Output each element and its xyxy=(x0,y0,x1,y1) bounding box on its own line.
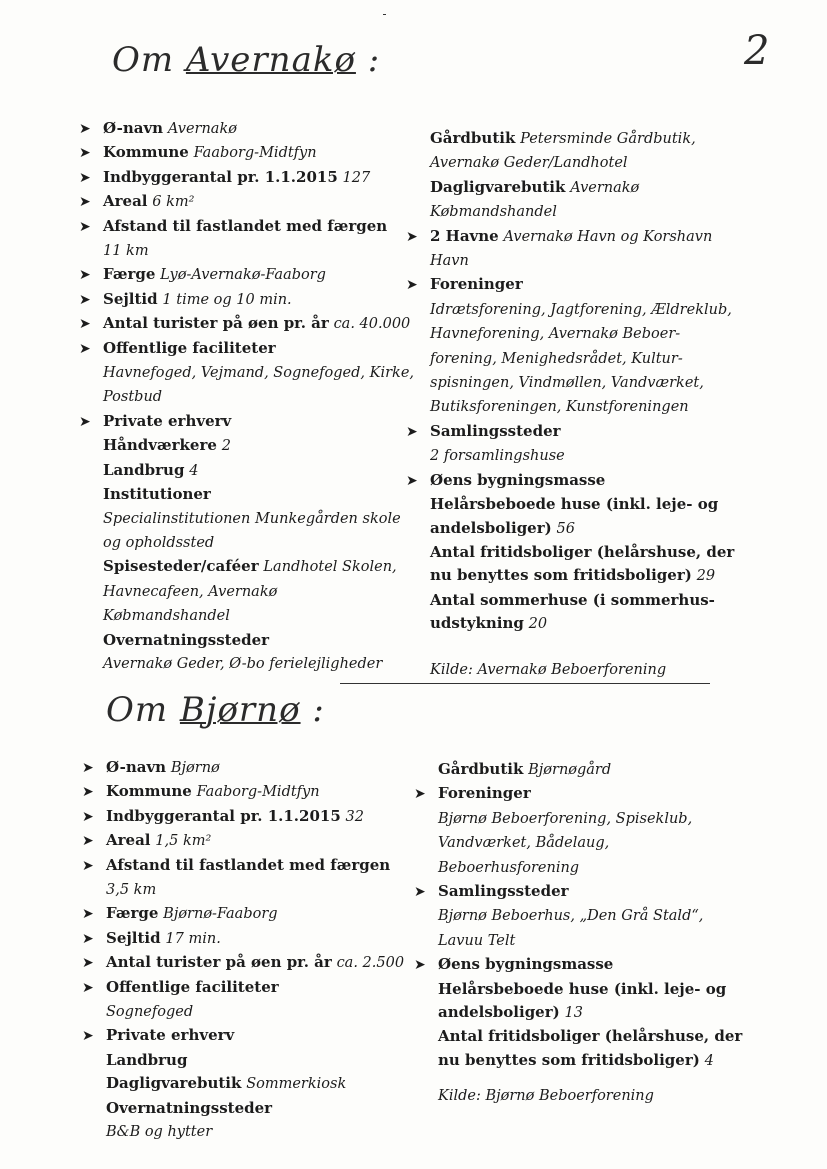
arrow-icon: ➤ xyxy=(82,760,94,776)
arrow-icon: ➤ xyxy=(82,930,94,947)
fact-row: ➤ Kommune Faaborg-Midtfyn xyxy=(106,780,404,804)
fact-value: B&B og hytter xyxy=(106,1124,213,1141)
fact-subrow: Håndværkere 2 xyxy=(103,436,231,455)
arrow-icon: ➤ xyxy=(82,1028,94,1045)
fact-row: ➤ 2 Havne Avernakø Havn og Korshavn xyxy=(430,225,734,249)
fact-value: Specialinstitutionen Munkegården skole xyxy=(103,510,401,527)
fact-row: ➤ Afstand til fastlandet med færgen xyxy=(106,854,404,878)
fact-subrow: Helårsbeboede huse (inkl. leje- og xyxy=(430,495,719,514)
arrow-icon: ➤ xyxy=(414,786,426,803)
fact-value: Butiksforeningen, Kunstforeningen xyxy=(430,399,689,416)
fact-subrow: andelsboliger) 13 xyxy=(438,1003,583,1022)
fact-value: Havnecafeen, Avernakø xyxy=(103,583,278,600)
fact-value: Havn xyxy=(430,253,469,270)
fact-value: Bjørnø Beboerhus, „Den Grå Stald“, xyxy=(438,908,704,925)
fact-value: Købmandshandel xyxy=(103,608,230,625)
fact-subrow: Antal sommerhuse (i sommerhus- xyxy=(430,590,715,609)
fact-row: ➤ Afstand til fastlandet med færgen xyxy=(103,215,414,239)
arrow-icon: ➤ xyxy=(82,857,94,874)
fact-row: ➤ Øens bygningsmasse xyxy=(438,953,742,977)
fact-subrow: udstykning 20 xyxy=(430,614,548,633)
arrow-icon: ➤ xyxy=(406,228,418,245)
arrow-icon: ➤ xyxy=(406,423,418,440)
fact-value: Postbud xyxy=(103,389,163,406)
page-number: 2 xyxy=(744,28,770,74)
fact-subrow: Overnatningssteder xyxy=(106,1098,273,1117)
arrow-icon: ➤ xyxy=(82,955,94,972)
fact-value: 3,5 km xyxy=(106,882,157,899)
fact-row: ➤ Antal turister på øen pr. år ca. 2.500 xyxy=(106,951,404,975)
fact-subrow: nu benyttes som fritidsboliger) 29 xyxy=(430,566,716,585)
section-divider xyxy=(340,683,710,684)
avernako-right-column xyxy=(406,127,735,682)
fact-subrow: nu benyttes som fritidsboliger) 4 xyxy=(438,1050,714,1069)
arrow-icon: ➤ xyxy=(79,340,91,357)
fact-subrow: Spisesteder/caféer Landhotel Skolen, xyxy=(103,557,397,576)
fact-row: ➤ Kommune Faaborg-Midtfyn xyxy=(103,141,414,165)
fact-subrow: Helårsbeboede huse (inkl. leje- og xyxy=(438,979,727,998)
fact-row: ➤ Færge Bjørnø-Faaborg xyxy=(106,902,404,926)
bjorno-left-column xyxy=(82,756,405,1145)
spacer xyxy=(438,1073,742,1085)
fact-row: ➤ Offentlige faciliteter xyxy=(106,976,404,1000)
fact-row: ➤ Areal 6 km² xyxy=(103,190,414,214)
fact-row: ➤ Foreninger xyxy=(438,782,742,806)
fact-value: Havnefoged, Vejmand, Sognefoged, Kirke, xyxy=(103,365,415,382)
fact-row: ➤ Areal 1,5 km² xyxy=(106,829,404,853)
arrow-icon: ➤ xyxy=(79,169,91,186)
fact-row: ➤ Indbyggerantal pr. 1.1.2015 127 xyxy=(103,166,414,190)
fact-row: ➤ Øens bygningsmasse xyxy=(430,469,734,493)
fact-value: spisningen, Vindmøllen, Vandværket, xyxy=(430,375,704,392)
arrow-icon: ➤ xyxy=(406,472,418,489)
fact-value: Havneforening, Avernakø Beboer- xyxy=(430,326,681,343)
arrow-icon: ➤ xyxy=(79,316,91,333)
fact-value: 2 forsamlingshuse xyxy=(430,448,565,465)
arrow-icon: ➤ xyxy=(79,145,91,162)
arrow-icon: ➤ xyxy=(79,413,91,430)
arrow-icon: ➤ xyxy=(414,957,426,974)
fact-value: forening, Menighedsrådet, Kultur- xyxy=(430,350,683,367)
fact-row: ➤ Antal turister på øen pr. år ca. 40.000 xyxy=(103,312,414,336)
fact-subrow: Landbrug xyxy=(106,1050,188,1069)
arrow-icon: ➤ xyxy=(414,884,426,901)
section-heading-avernako: Om Avernakø : xyxy=(112,40,381,80)
arrow-icon: ➤ xyxy=(79,194,91,211)
fact-value: Lavuu Telt xyxy=(438,932,516,949)
fact-subrow: Landbrug 4 xyxy=(103,460,199,479)
fact-row: ➤ Ø-navn Avernakø xyxy=(103,117,414,141)
fact-row: ➤ Ø-navn Bjørnø xyxy=(106,756,404,780)
fact-row: ➤ Offentlige faciliteter xyxy=(103,337,414,361)
fact-value: Købmandshandel xyxy=(430,204,557,221)
fact-value: 11 km xyxy=(103,243,149,260)
section-heading-bjorno: Om Bjørnø : xyxy=(106,690,325,730)
fact-value: Sognefoged xyxy=(106,1004,194,1021)
fact-row: ➤ Samlingssteder xyxy=(430,420,734,444)
arrow-icon: ➤ xyxy=(82,979,94,996)
bjorno-right-column xyxy=(414,758,743,1109)
arrow-icon: ➤ xyxy=(79,267,91,284)
fact-value: Idrætsforening, Jagtforening, Ældreklub, xyxy=(430,301,732,318)
source-citation: Kilde: Avernakø Beboerforening xyxy=(430,661,667,678)
fact-subrow: Gårdbutik Petersminde Gårdbutik, xyxy=(430,129,696,147)
fact-value: Bjørnø Beboerforening, Spiseklub, xyxy=(438,810,693,827)
fact-row: ➤ Private erhverv xyxy=(106,1024,404,1048)
fact-row: ➤ Indbyggerantal pr. 1.1.2015 32 xyxy=(106,805,404,829)
arrow-icon: ➤ xyxy=(406,277,418,294)
arrow-icon: ➤ xyxy=(82,833,94,850)
fact-subrow: Dagligvarebutik Avernakø xyxy=(430,177,640,196)
fact-row: ➤ Private erhverv xyxy=(103,410,414,434)
fact-value: Beboerhusforening xyxy=(438,859,580,876)
fact-row: ➤ Færge Lyø-Avernakø-Faaborg xyxy=(103,263,414,287)
fact-value: Avernakø Geder/Landhotel xyxy=(430,155,628,172)
fact-row: ➤ Sejltid 1 time og 10 min. xyxy=(103,288,414,312)
arrow-icon: ➤ xyxy=(79,218,91,235)
arrow-icon: ➤ xyxy=(79,121,91,137)
fact-subrow: Dagligvarebutik Sommerkiosk xyxy=(106,1074,347,1093)
fact-row: ➤ Sejltid 17 min. xyxy=(106,927,404,951)
arrow-icon: ➤ xyxy=(82,784,94,801)
fact-subrow: Antal fritidsboliger (helårshuse, der xyxy=(438,1027,743,1046)
fact-value: Vandværket, Bådelaug, xyxy=(438,835,610,852)
fact-subrow: Institutioner xyxy=(103,485,211,504)
arrow-icon: ➤ xyxy=(82,906,94,923)
fact-subrow: andelsboliger) 56 xyxy=(430,518,575,537)
scan-mark xyxy=(383,14,386,15)
fact-subrow: Gårdbutik Bjørnøgård xyxy=(438,760,612,778)
arrow-icon: ➤ xyxy=(79,291,91,308)
spacer xyxy=(430,637,734,659)
fact-row: ➤ Foreninger xyxy=(430,273,734,297)
avernako-left-column xyxy=(79,117,415,676)
arrow-icon: ➤ xyxy=(82,808,94,825)
fact-value: og opholdssted xyxy=(103,534,215,551)
source-citation: Kilde: Bjørnø Beboerforening xyxy=(438,1088,654,1105)
fact-row: ➤ Samlingssteder xyxy=(438,880,742,904)
fact-subrow: Antal fritidsboliger (helårshuse, der xyxy=(430,542,735,561)
fact-subrow: Overnatningssteder xyxy=(103,630,270,649)
fact-value: Avernakø Geder, Ø-bo ferielejligheder xyxy=(103,655,383,672)
